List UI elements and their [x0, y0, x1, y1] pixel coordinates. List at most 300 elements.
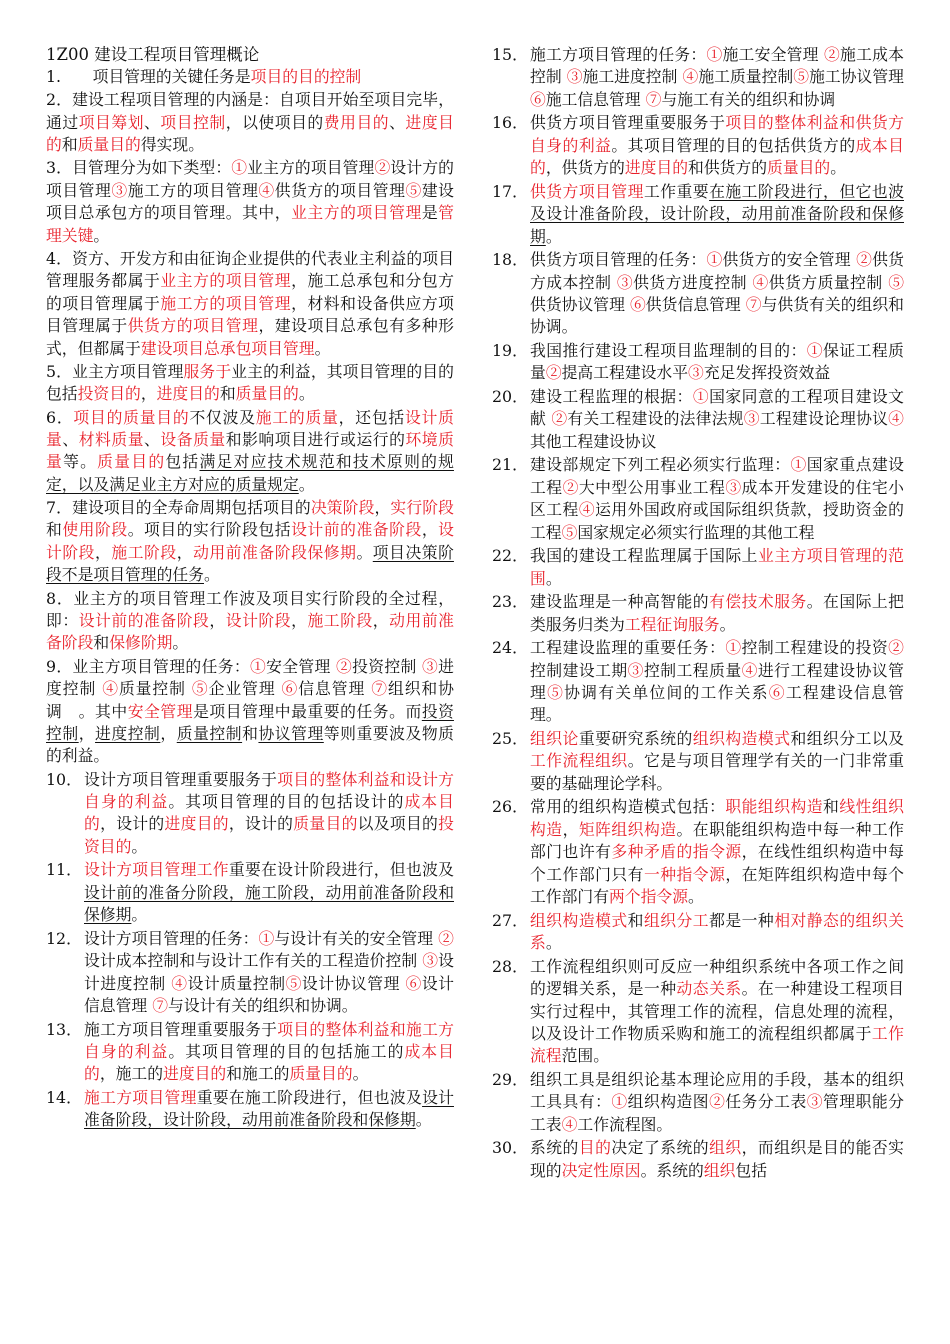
highlighted-text: 工程征询服务 [624, 614, 720, 634]
highlighted-text: 进度目的 [624, 158, 689, 178]
list-item [492, 956, 904, 1068]
highlighted-text: 质量目的 [289, 1064, 353, 1084]
highlighted-text: 项目的目的控制 [250, 67, 362, 86]
text-run: 提高工程建设水平 [561, 363, 689, 383]
text-run: 工程建设论理协议 [759, 409, 889, 429]
text-run: 2．建设工程项目管理的内涵是：自项目开始至项目完毕，通过 [46, 90, 454, 132]
text-run: 范围。 [561, 1046, 610, 1066]
text-run: 施工信息管理 [545, 89, 646, 109]
item-number: 14． [46, 1088, 82, 1108]
highlighted-text: 设计质量 [46, 407, 454, 449]
text-run: 进行工程建设协议管理 [530, 660, 904, 703]
text-run: 供货方成本控制 [530, 250, 904, 292]
text-run: 和施工的 [226, 1064, 290, 1084]
highlighted-text: ④ [752, 272, 769, 292]
text-run: 我国推行建设工程项目监理制的目的： [530, 341, 807, 361]
text-run: ，施工的 [99, 1064, 164, 1084]
highlighted-text: ① [706, 45, 723, 64]
highlighted-text: ③ [566, 67, 583, 87]
item-text [84, 769, 454, 859]
highlighted-text: 施工阶段 [111, 542, 177, 562]
text-run: ，在线性组织构造中每个工作部门只有 [530, 842, 904, 884]
document-title: 1Z00 建设工程项目管理概论 [46, 45, 260, 64]
text-run: 设计质量控制 [187, 973, 286, 993]
highlighted-text: 质量目的 [77, 135, 141, 155]
text-run: ， [562, 819, 579, 839]
text-run: ， [291, 610, 308, 630]
highlighted-text: 一种指令源 [643, 864, 726, 884]
highlighted-text: ② [374, 158, 391, 178]
text-run: 设计方项目管理重要服务于 [84, 769, 278, 789]
item-number: 20． [492, 387, 528, 407]
text-run: 、 [62, 429, 79, 449]
highlighted-text: ② [824, 45, 841, 64]
text-run: 和 [219, 384, 236, 404]
underlined-text: 进度控制 [95, 723, 161, 743]
highlighted-text: 目的 [578, 1138, 612, 1158]
underlined-text: 设计前的准备分阶段，施工阶段，动用前准备阶段和保修期 [84, 882, 454, 925]
text-run: ，建设项目总承包有多种形式，但都属于 [46, 316, 454, 358]
highlighted-text: ③ [688, 363, 704, 383]
highlighted-text: 决定性原因 [561, 1160, 641, 1180]
text-run: 运用外国政府或国际组织货款，授助资金的工程 [530, 500, 904, 542]
highlighted-text: 服务于 [183, 361, 232, 381]
item-number: 11． [46, 860, 82, 880]
text-run: 常用的组织构造模式包括： [530, 797, 726, 817]
highlighted-text: 实行阶段 [390, 498, 454, 518]
item-number: 16． [492, 113, 528, 133]
list-item [46, 928, 454, 1018]
highlighted-text: ⑦ [371, 679, 388, 699]
text-run: 是项目管理中最重要的任务。而 [193, 701, 422, 721]
text-run: 。系统的 [640, 1160, 704, 1180]
text-run: 和 [627, 910, 644, 930]
highlighted-text: 业主方的项目管理 [160, 271, 292, 291]
text-run: 决定了系统的 [611, 1138, 710, 1158]
item-number: 30． [492, 1138, 528, 1158]
text-run: ， [140, 384, 157, 404]
highlighted-text: 供货方的项目管理 [127, 316, 259, 336]
highlighted-text: 项目的整体利益和供货方自身的利益 [530, 113, 904, 155]
underlined-text: 项目决策阶段不是项目管理的任务 [46, 542, 454, 585]
text-run: 系统的 [530, 1138, 579, 1158]
text-run: 。 [545, 568, 562, 588]
highlighted-text: ⑤ [793, 67, 810, 87]
text-run: 。 [352, 1064, 369, 1084]
highlighted-text: 组织构造模式 [530, 910, 628, 930]
highlighted-text: ① [790, 455, 807, 475]
text-run: 和 [93, 633, 110, 653]
text-run: 不仅波及 [189, 407, 256, 427]
highlighted-text: 保修阶期 [109, 633, 173, 653]
text-run: 施工方的项目管理 [127, 180, 259, 200]
text-run: 包括 [165, 452, 200, 472]
item-text [530, 386, 904, 453]
text-run: 和 [61, 135, 78, 155]
text-run: 供货方的安全管理 [722, 250, 857, 270]
item-text [84, 928, 454, 1018]
highlighted-text: 投资目的 [84, 814, 454, 856]
highlighted-text: ② [562, 477, 579, 497]
item-number: 10． [46, 769, 82, 789]
text-run: 工程建设监理的重要任务： [530, 638, 726, 658]
highlighted-text: 职能组织构造 [725, 797, 824, 817]
highlighted-text: 进度目的 [46, 112, 454, 155]
highlighted-text: 环境质量 [46, 429, 454, 472]
underlined-text: 质量控制 [176, 723, 243, 743]
text-run: ， [374, 498, 391, 518]
highlighted-text: ⑤ [888, 272, 904, 292]
text-run: 。 [719, 614, 736, 634]
highlighted-text: ⑥ [629, 295, 646, 315]
highlighted-text: 组织论 [530, 729, 579, 749]
highlighted-text: 线性组织构造 [530, 797, 904, 839]
list-item [492, 728, 904, 795]
list-item [492, 454, 904, 544]
highlighted-text: ③ [725, 477, 742, 497]
item-text [530, 1137, 904, 1182]
item-number: 24． [492, 638, 528, 658]
text-run: 。其项目管理的目的包括设计的 [168, 792, 405, 812]
text-run: 包括 [735, 1160, 768, 1180]
text-run: 。 [203, 565, 220, 585]
text-run: 供货协议管理 [530, 295, 630, 315]
item-number: 22． [492, 546, 528, 566]
list-item [492, 340, 904, 385]
highlighted-text: ③ [743, 409, 760, 429]
text-run: 重要研究系统的 [578, 729, 693, 749]
text-run: 1. 项目管理的关键任务是 [46, 67, 251, 86]
highlighted-text: 管理关键 [46, 203, 454, 245]
text-run: 工程建设信息管理。 [530, 683, 904, 725]
text-run: ，设计的 [228, 814, 294, 834]
text-run: 建设监理是一种高智能的 [530, 592, 710, 612]
text-run: 充足发挥投资效益 [703, 363, 831, 383]
item-number: 13． [46, 1019, 82, 1039]
highlighted-text: ② [888, 638, 904, 658]
highlighted-text: ⑥ [530, 89, 546, 109]
text-run: 。 [688, 887, 704, 907]
text-run: 9．业主方项目管理的任务： [46, 656, 250, 676]
item-text [84, 1087, 454, 1132]
list-item [492, 591, 904, 636]
list-item [46, 1087, 454, 1132]
highlighted-text: 组织 [709, 1138, 742, 1158]
highlighted-text: ④ [741, 660, 758, 680]
text-run: 。 [131, 836, 148, 856]
highlighted-text: 使用阶段 [62, 520, 128, 540]
text-run: 施工质量控制 [698, 67, 794, 87]
highlighted-text: ① [258, 928, 275, 948]
item-number: 21． [492, 455, 528, 475]
underlined-text: 协议管理 [258, 723, 324, 743]
text-run: 。在职能组织构造中每一种工作部门也许有 [530, 819, 904, 862]
text-run: 和 [46, 520, 63, 540]
highlighted-text: 工作流程组织 [530, 751, 628, 771]
highlighted-text: ⑥ [281, 679, 299, 699]
text-run: 投资控制 [352, 656, 423, 676]
text-run: 。其项目管理的目的包括施工的 [168, 1042, 405, 1062]
item-number: 19． [492, 341, 528, 361]
text-run: 与设计有关的组织和协调。 [168, 996, 358, 1016]
text-run: ，供货方的 [545, 158, 625, 178]
text-run: 组织工具是组织论基本理论应用的手段，基本的组织工具具有： [530, 1069, 904, 1112]
list-item [492, 545, 904, 590]
highlighted-text: 设计前的准备阶段 [291, 520, 422, 540]
text-run: 施工进度控制 [582, 67, 683, 87]
highlighted-text: ⑦ [645, 89, 662, 109]
list-item [492, 249, 904, 339]
highlighted-text: 施工方的项目管理 [160, 293, 292, 313]
text-run: 控制工程建设的投资 [741, 638, 889, 658]
highlighted-text: ⑦ [745, 295, 762, 315]
item-text [530, 112, 904, 179]
highlighted-text: ① [231, 158, 248, 178]
text-run: ， [372, 610, 390, 630]
highlighted-text: ③ [616, 272, 634, 292]
highlighted-text: 施工的质量 [255, 407, 339, 427]
text-run: 业主的利益，其项目管理的目的包括 [46, 361, 454, 404]
text-run: ，还包括 [338, 407, 405, 427]
highlighted-text: ⑤ [285, 973, 302, 993]
text-run: 业主方的项目管理 [247, 158, 375, 178]
text-run: 与供货有关的组织和协调。 [530, 295, 904, 337]
list-item [492, 796, 904, 908]
text-run: 施工方项目管理重要服务于 [84, 1019, 278, 1039]
highlighted-text: 安全管理 [127, 701, 194, 721]
highlighted-text: ④ [578, 500, 596, 520]
item-text [530, 340, 904, 385]
text-run: 管理职能分工表 [530, 1092, 904, 1134]
highlighted-text: 动态关系 [676, 979, 742, 999]
paragraph [46, 248, 454, 360]
highlighted-text: 组织分工 [643, 910, 710, 930]
text-run: 施工安全管理 [722, 45, 824, 64]
item-number: 23． [492, 592, 528, 612]
item-text [530, 249, 904, 339]
highlighted-text: ⑤ [561, 522, 578, 542]
text-run: 有关工程建设的法律法规 [567, 409, 744, 429]
text-run: 建设部规定下列工程必须实行监理： [530, 455, 791, 475]
text-run: 设计成本控制和与设计工作有关的工程造价控制 [84, 951, 423, 971]
highlighted-text: 动用前准备阶段保修期 [193, 542, 357, 562]
text-run: 保证工程质量 [530, 341, 904, 383]
text-run: 进度控制 [46, 656, 454, 699]
text-run: 、 [389, 112, 406, 132]
highlighted-text: ③ [422, 656, 439, 676]
highlighted-text: ① [725, 638, 742, 658]
paragraph [46, 66, 454, 88]
text-run: 得实现。 [140, 135, 205, 155]
text-run: 。其项目管理的目的包括供货方的 [611, 135, 856, 155]
text-run: 工作流程组织则可反应一种组织系统中各项工作之间的逻辑关系，是一种 [530, 956, 904, 999]
text-run: 国家重点建设工程 [530, 455, 904, 497]
highlighted-text: 项目控制 [160, 112, 226, 132]
list-item [492, 910, 904, 955]
highlighted-text: 项目的质量目的 [73, 407, 190, 427]
highlighted-text: 质量目的 [97, 452, 166, 472]
underlined-text: 满足对应技术规范和技术原则的规定，以及满足业主方对应的质量规定 [46, 452, 454, 494]
text-run: 设计方项目管理的任务： [84, 928, 259, 948]
highlighted-text: ② [856, 250, 873, 270]
text-run: 任务分工表 [725, 1092, 807, 1112]
highlighted-text: 质量目的 [767, 158, 831, 178]
item-text [84, 859, 454, 926]
text-run: 控制工程质量 [643, 660, 742, 680]
list-item [492, 1137, 904, 1182]
highlighted-text: 成本目的 [84, 792, 454, 834]
item-text [84, 1019, 454, 1086]
list-item [46, 859, 454, 926]
text-run: 。 [314, 338, 331, 358]
highlighted-text: ⑥ [768, 683, 786, 703]
highlighted-text: 决策阶段 [310, 498, 375, 518]
highlighted-text: 多种矛盾的指令源 [611, 842, 742, 862]
highlighted-text: 组织构造模式 [692, 729, 791, 749]
item-text [530, 910, 904, 955]
highlighted-text: ② [438, 928, 454, 948]
text-run: ， [160, 723, 177, 743]
highlighted-text: 进度目的 [156, 384, 220, 404]
item-text [530, 637, 904, 727]
item-text [530, 545, 904, 590]
text-run: 成本开发建设的住宅小区工程 [530, 477, 904, 520]
text-run: 设计进度控制 [84, 951, 454, 993]
text-run: 等。 [63, 452, 98, 472]
text-run: 3．目管理分为如下类型： [46, 158, 232, 178]
highlighted-text: 设计阶段 [225, 610, 292, 630]
highlighted-text: ③ [422, 951, 439, 971]
item-text [530, 454, 904, 544]
text-run: 大中型公用事业工程 [578, 477, 726, 497]
highlighted-text: 供货方项目管理 [530, 181, 644, 201]
highlighted-text: ⑥ [405, 973, 422, 993]
text-run: 。 [830, 158, 847, 178]
item-text [530, 796, 904, 908]
highlighted-text: 进度目的 [163, 1064, 227, 1084]
highlighted-text: ② [709, 1092, 726, 1112]
text-run: ，以使项目的 [225, 112, 324, 132]
highlighted-text: ⑤ [191, 679, 209, 699]
text-run: 设计协议管理 [301, 973, 406, 993]
highlighted-text: ⑦ [152, 996, 169, 1016]
text-run: 工作流程图。 [577, 1114, 673, 1134]
text-run: 。 [356, 542, 373, 562]
left-column-body [46, 66, 454, 1132]
highlighted-text: 进度目的 [164, 814, 229, 834]
text-run: 供货方质量控制 [768, 272, 889, 292]
text-run: 。在国际上把类服务归类为 [530, 592, 904, 634]
highlighted-text: ④ [171, 973, 188, 993]
highlighted-text: 费用目的 [323, 112, 390, 132]
text-run: 协调有关单位间的工作关系 [564, 683, 769, 703]
highlighted-text: 材料质量 [78, 429, 145, 449]
highlighted-text: 项目筹划 [78, 112, 145, 132]
highlighted-text: ② [551, 409, 568, 429]
underlined-text: 在施工阶段进行，但它也波及设计准备阶段，设计阶段，动用前准备阶段和保修期 [530, 181, 904, 246]
text-run: 和 [823, 797, 840, 817]
text-run: 施工成本控制 [530, 45, 904, 87]
item-text [530, 956, 904, 1068]
text-run: 都是一种 [709, 910, 775, 930]
highlighted-text: ① [692, 387, 710, 407]
paragraph [46, 407, 454, 497]
highlighted-text: 成本目的 [530, 135, 904, 178]
text-run: 组织和协调 。其中 [46, 679, 454, 721]
text-run: 4．资方、开发方和由征询企业提供的代表业主利益的项目管理服务都属于 [46, 248, 454, 291]
highlighted-text: 施工方项目管理 [84, 1088, 197, 1108]
item-number: 29． [492, 1069, 528, 1089]
item-text [530, 728, 904, 795]
text-run: 。 [415, 1110, 432, 1130]
paragraph [46, 89, 454, 156]
text-run: ， [78, 723, 96, 743]
highlighted-text: ③ [627, 660, 644, 680]
text-run: 。项目的实行阶段包括 [127, 520, 292, 540]
paragraph [46, 361, 454, 406]
underlined-text: 设计准备阶段，设计阶段，动用前准备阶段和保修期 [84, 1088, 454, 1130]
paragraph [46, 497, 454, 587]
highlighted-text: ⑤ [405, 180, 422, 200]
highlighted-text: 工作流程 [530, 1023, 904, 1066]
text-run: 供货方项目管理重要服务于 [530, 113, 726, 133]
text-run: 。 [172, 633, 189, 653]
text-run: 供货方的项目管理 [274, 180, 406, 200]
highlighted-text: 施工阶段 [307, 610, 373, 630]
text-run: ， [95, 542, 112, 562]
item-number: 17． [492, 181, 528, 201]
highlighted-text: ⑤ [547, 683, 565, 703]
highlighted-text: 设计方项目管理工作 [84, 860, 229, 880]
item-number: 27． [492, 910, 528, 930]
text-run: ，而组织是目的能否实现的 [530, 1138, 904, 1180]
highlighted-text: 业主方项目管理的范围 [530, 546, 904, 588]
highlighted-text: ④ [561, 1114, 578, 1134]
text-run: 5．业主方项目管理 [46, 361, 184, 381]
text-run: 信息管理 [298, 679, 372, 699]
text-run: 。 [545, 933, 562, 953]
text-run: 。 [131, 905, 148, 925]
text-run: ，材料和设备供应方项目管理属于 [46, 293, 454, 336]
highlighted-text: ④ [258, 180, 275, 200]
text-run: 。 [545, 226, 562, 246]
highlighted-text: ③ [111, 180, 128, 200]
highlighted-text: ① [706, 250, 723, 270]
text-run: 供货方进度控制 [633, 272, 753, 292]
text-run: 我国的建设工程监理属于国际上 [530, 546, 758, 566]
text-run: 建设项目总承包方的项目管理。其中， [46, 180, 454, 223]
highlighted-text: 设计前的准备阶段 [78, 610, 210, 630]
text-run: 6． [46, 407, 74, 427]
highlighted-text: 设备质量 [160, 429, 226, 449]
item-text [530, 1069, 904, 1136]
highlighted-text: ② [545, 363, 562, 383]
highlighted-text: 矩阵组织构造 [578, 819, 677, 839]
text-run: 是 [421, 203, 439, 223]
highlighted-text: ④ [682, 67, 699, 87]
underlined-text: 投资控制 [46, 701, 454, 743]
text-run: 工作重要 [643, 181, 710, 201]
highlighted-text: ① [611, 1092, 628, 1112]
item-number: 26． [492, 797, 528, 817]
highlighted-text: 相对静态的组织关系 [530, 910, 904, 953]
highlighted-text: ② [336, 656, 353, 676]
text-run: 。它是与项目管理学有关的一门非常重要的基础理论学科。 [530, 751, 904, 793]
highlighted-text: 投资目的 [77, 384, 141, 404]
item-number: 12． [46, 928, 82, 948]
item-number: 28． [492, 956, 528, 976]
list-item [492, 44, 904, 111]
